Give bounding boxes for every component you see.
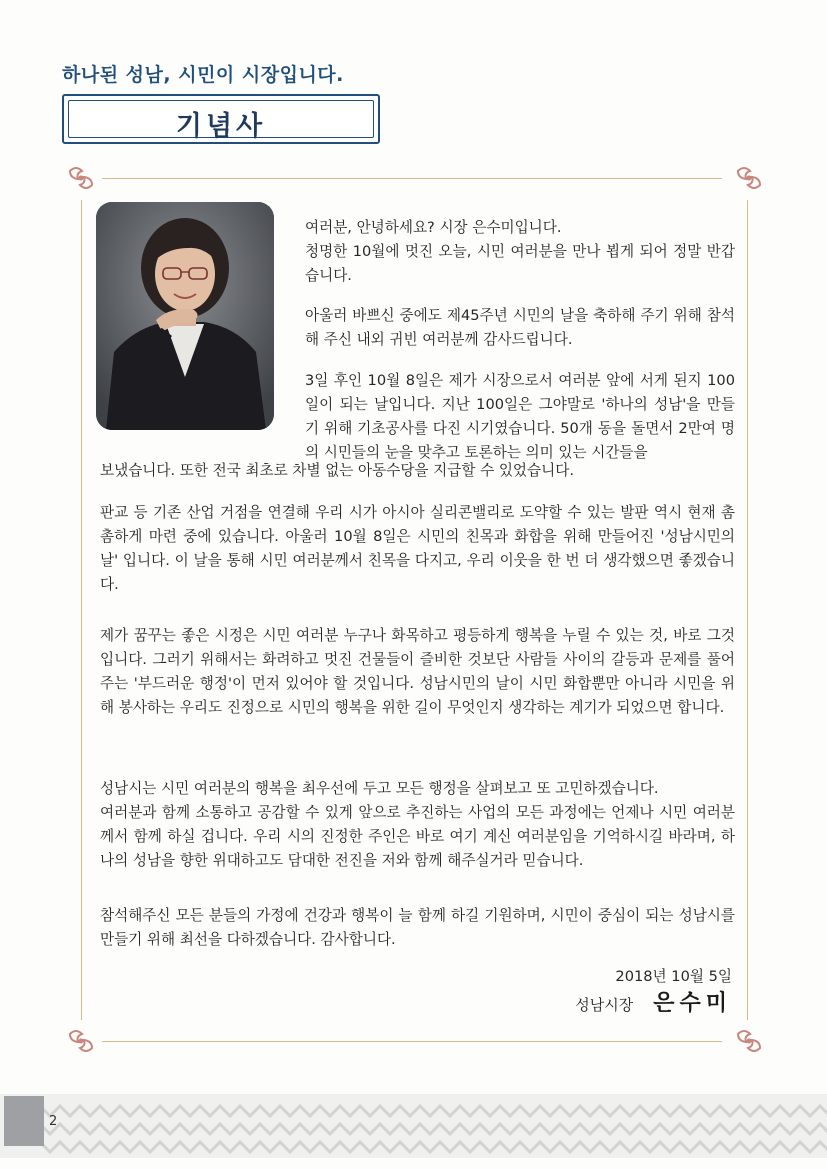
frame-left-line	[81, 200, 82, 1020]
ornament-top-right-icon	[732, 161, 766, 195]
closing-paragraph: 참석해주신 모든 분들의 가정에 건강과 행복이 늘 함께 하길 기원하며, 시민이 중심이 되는 성남시를 만들기 위해 최선을 다하겠습니다. 감사합니다.	[100, 907, 735, 948]
signature-title: 성남시장	[575, 996, 634, 1014]
title-box	[62, 94, 380, 144]
frame-right-line	[747, 200, 748, 1020]
hundred-days-paragraph: 3일 후인 10월 8일은 제가 시장으로서 여러분 앞에 서게 된지 100일이 되는 날입니다. 지난 100일은 그야말로 '하나의 성남'을 만들기 위해 기초공사를 다진 시기였습니다. 50개 동을 돌면서 2만여 명의 시민들의 눈을 맞추고 토론하는 의미 있는 시간들을	[305, 372, 735, 461]
signature-name: 은수미	[653, 991, 732, 1016]
footer-pattern	[0, 1094, 827, 1158]
intro-greeting: 여러분, 안녕하세요? 시장 은수미입니다.	[305, 219, 562, 236]
signature	[575, 986, 732, 1017]
frame-top-line	[102, 178, 722, 179]
ornament-bottom-left-icon	[64, 1024, 98, 1058]
vision-paragraph: 제가 꿈꾸는 좋은 시정은 시민 여러분 누구나 화목하고 평등하게 행복을 누릴 수 있는 것, 바로 그것입니다. 그러기 위해서는 화려하고 멋진 건물들이 즐비한 것보단 사람들 사이의 갈등과 문제를 풀어주는 '부드러운 행정'이 먼저 있어야 할 것입니다. 성남시민의 날이 시민 화합뿐만 아니라 시민을 위해 봉사하는 우리도 진정으로 시민의 행복을 위한 길이 무엇인지 생각하는 계기가 되었으면 합니다.	[100, 627, 735, 716]
mayor-portrait-photo	[96, 202, 274, 430]
page-tab	[4, 1096, 44, 1146]
frame-bottom-line	[102, 1041, 722, 1042]
page-number: 2	[49, 1114, 58, 1129]
hundred-days-paragraph-cont: 보냈습니다. 또한 전국 최초로 차별 없는 아동수당을 지급할 수 있었습니다.	[100, 462, 574, 479]
thanks-paragraph: 아울러 바쁘신 중에도 제45주년 시민의 날을 축하해 주기 위해 참석해 주신 내외 귀빈 여러분께 감사드립니다.	[305, 307, 736, 348]
page-slogan: 하나된 성남, 시민이 시장입니다.	[62, 64, 344, 86]
signature-date: 2018년 10월 5일	[615, 968, 732, 985]
together-paragraph: 여러분과 함께 소통하고 공감할 수 있게 앞으로 추진하는 사업의 모든 과정에는 언제나 시민 여러분께서 함께 하실 겁니다. 우리 시의 진정한 주인은 바로 여기 계신 여러분임을 기억하시길 바라며, 하나의 성남을 향한 위대하고도 담대한 전진을 저와 함께 해주실거라 믿습니다.	[100, 804, 735, 869]
commitment-paragraph: 성남시는 시민 여러분의 행복을 최우선에 두고 모든 행정을 살펴보고 또 고민하겠습니다.	[100, 780, 659, 797]
ornament-bottom-right-icon	[732, 1024, 766, 1058]
ornament-top-left-icon	[64, 161, 98, 195]
intro-welcome: 청명한 10월에 멋진 오늘, 시민 여러분을 만나 뵙게 되어 정말 반갑습니다.	[305, 243, 735, 284]
pangyo-paragraph: 판교 등 기존 산업 거점을 연결해 우리 시가 아시아 실리콘밸리로 도약할 수 있는 발판 역시 현재 촘촘하게 마련 중에 있습니다. 아울러 10월 8일은 시민의 친목과 화합을 위해 만들어진 '성남시민의 날' 입니다. 이 날을 통해 시민 여러분께서 친목을 다지고, 우리 이웃을 한 번 더 생각했으면 좋겠습니다.	[100, 504, 735, 593]
page-title: 기념사	[175, 111, 267, 142]
